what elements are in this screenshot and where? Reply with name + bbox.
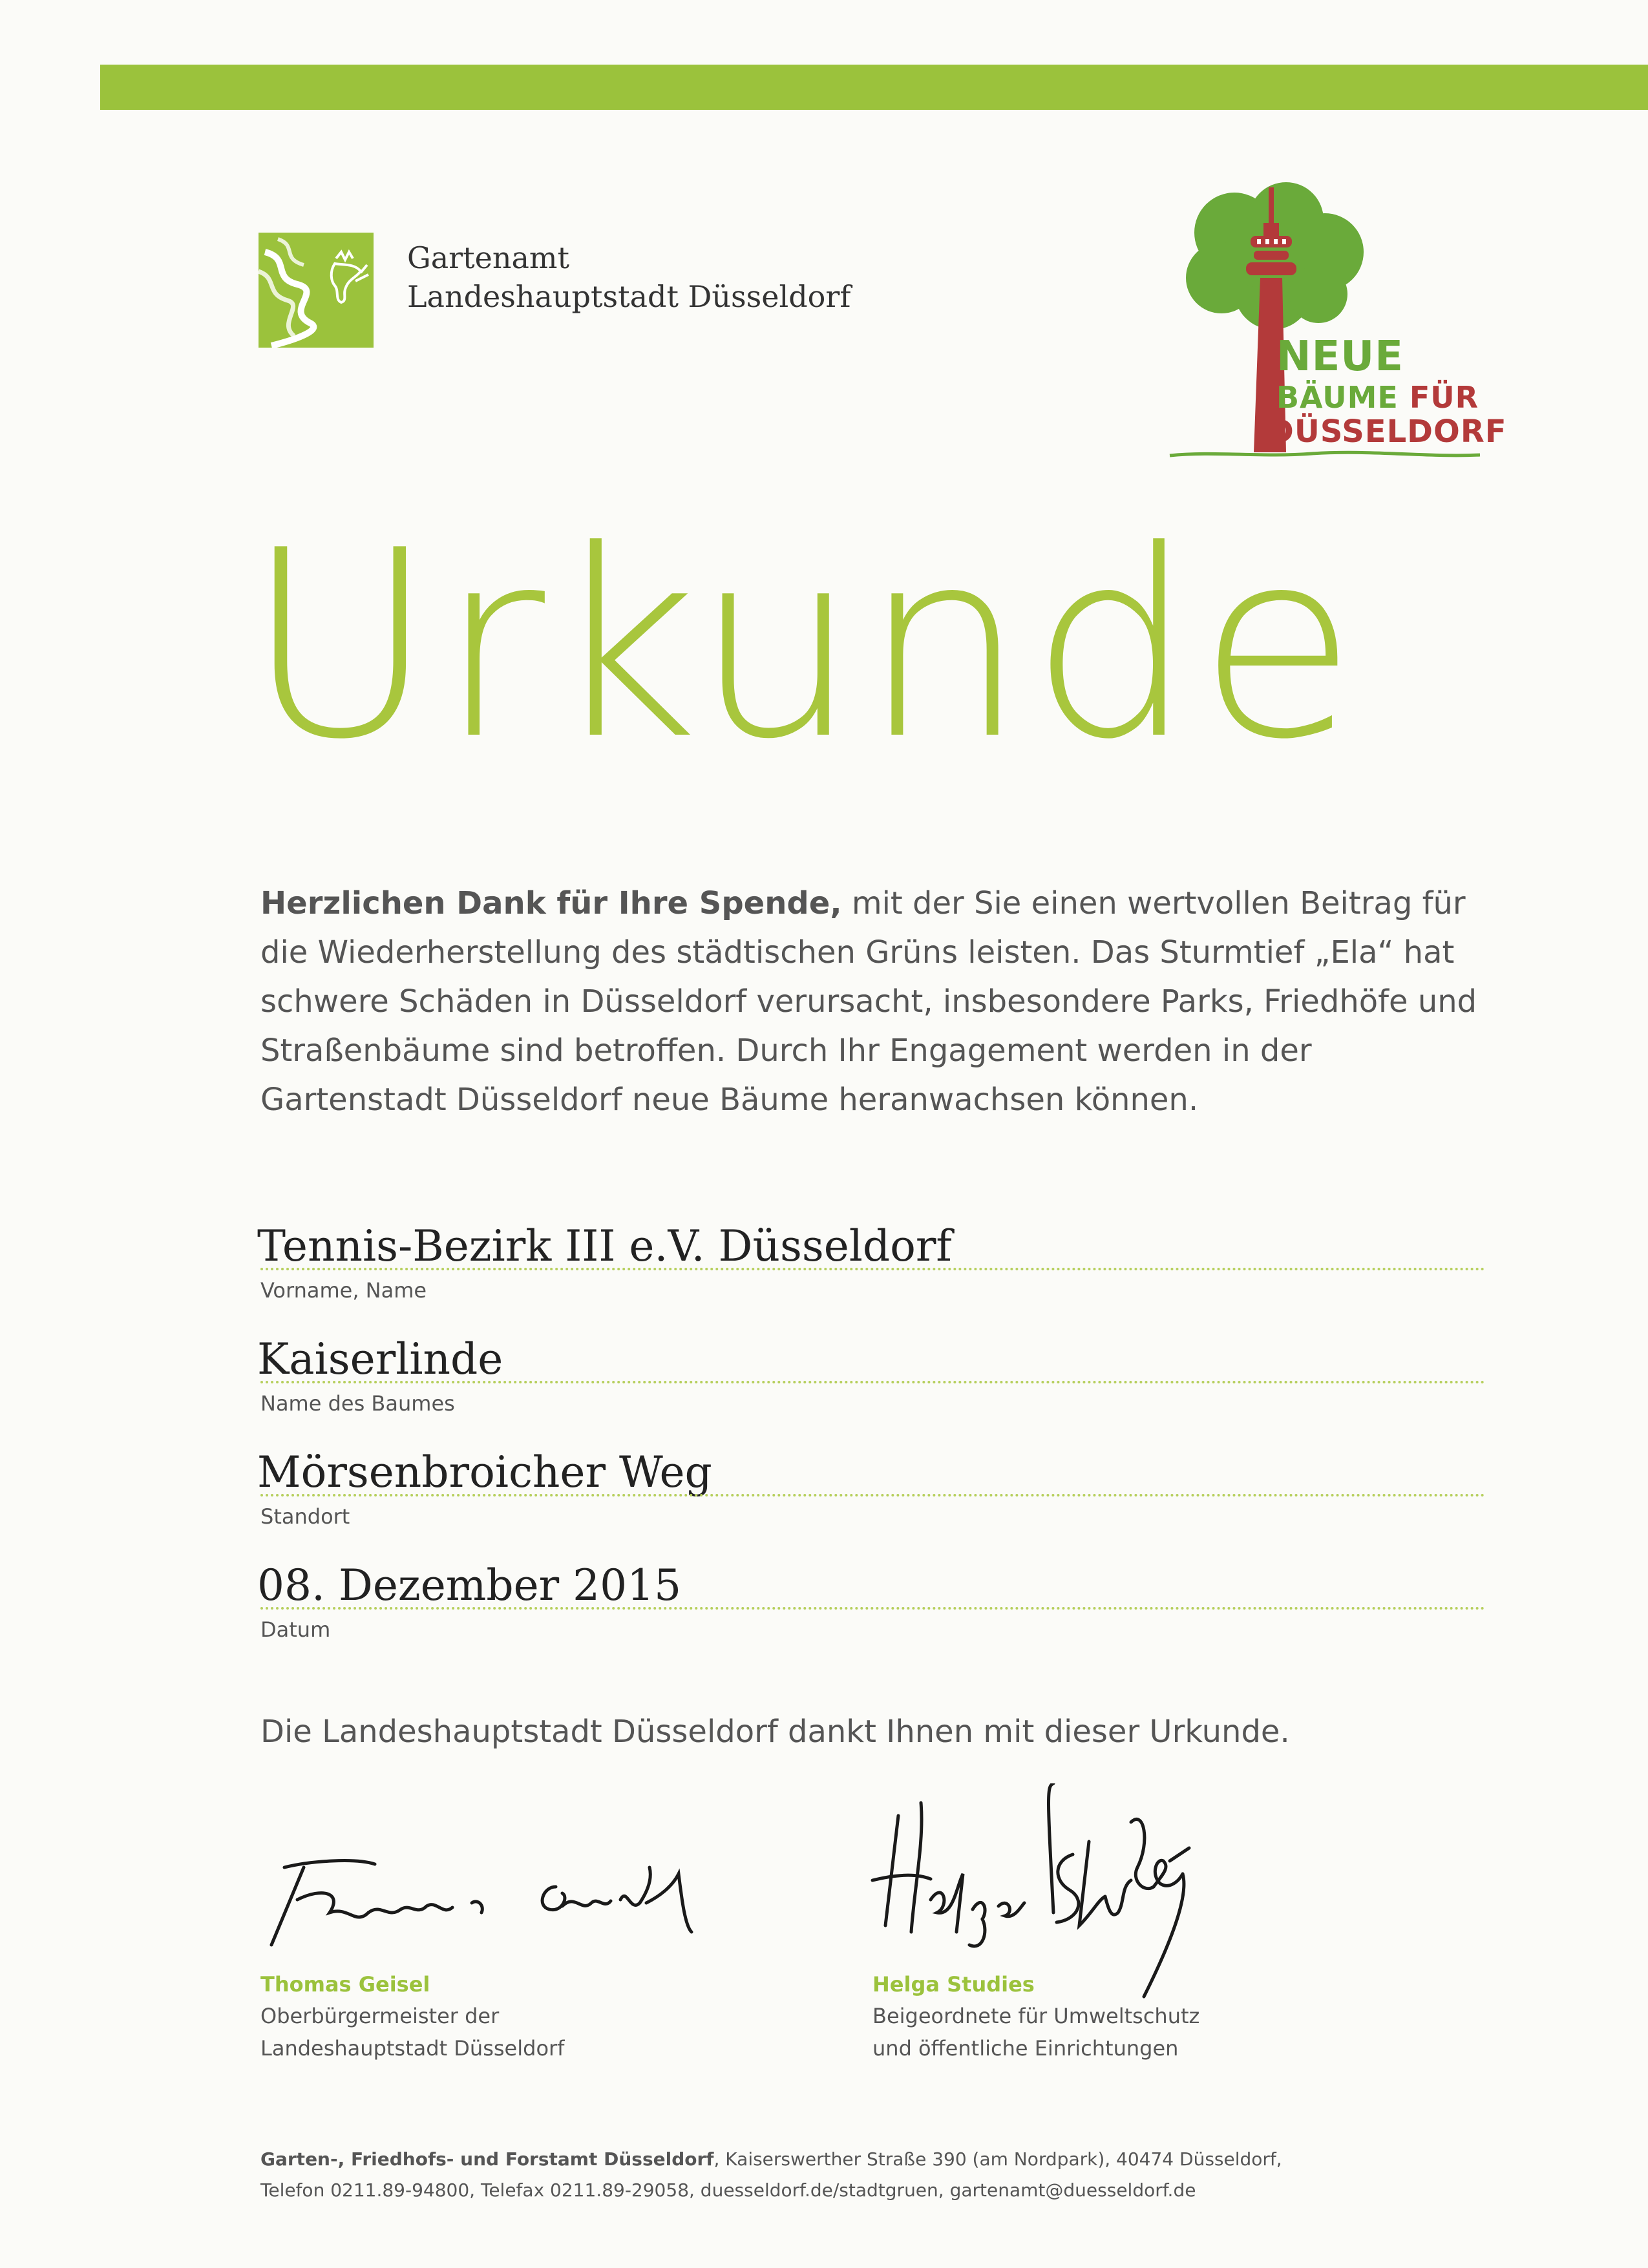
signer2-name: Helga Studies: [872, 1972, 1035, 1997]
footer-line1: [260, 2144, 1282, 2175]
signer2-role-line2: und öffentliche Einrichtungen: [872, 2036, 1179, 2061]
footer-line2: Telefon 0211.89-94800, Telefax 0211.89-29058, duesseldorf.de/stadtgruen, gartenamt@duesseldorf.de: [260, 2179, 1196, 2201]
closing-thanks: Die Landeshauptstadt Düsseldorf dankt Ihnen mit dieser Urkunde.: [260, 1714, 1290, 1750]
location-line: [260, 1494, 1485, 1496]
signer1-role-line1: Oberbürgermeister der: [260, 2004, 500, 2028]
campaign-logo-line2: [1276, 380, 1479, 415]
date-line: [260, 1607, 1485, 1610]
signature-geisel-icon: [259, 1842, 763, 1971]
duesseldorf-coat-of-arms-icon: [259, 233, 374, 348]
location-label: Standort: [260, 1504, 350, 1529]
tree-name-line: [260, 1381, 1485, 1383]
campaign-logo-word-fuer: FÜR: [1409, 380, 1479, 415]
org-name-line1: Gartenamt: [407, 240, 570, 275]
donor-name-line: [260, 1268, 1485, 1270]
signer1-role-line2: Landeshauptstadt Düsseldorf: [260, 2036, 565, 2061]
footer-address: [260, 2144, 1282, 2206]
campaign-logo-word-baeume: BÄUME: [1276, 380, 1399, 415]
date-value: 08. Dezember 2015: [257, 1560, 682, 1610]
campaign-logo-word-neue: NEUE: [1276, 333, 1404, 381]
donor-name-label: Vorname, Name: [260, 1278, 427, 1303]
intro-body: mit der Sie einen wertvollen Beitrag für die Wiederherstellung des städtischen Grüns leisten. Das Sturmtief „Ela“ hat schwere Schäden in Düsseldorf verursacht, insbesondere Parks, Friedhöfe und Straßenbäume sind betroffen. Durch Ihr Engagement werden in der Gartenstadt Düsseldorf neue Bäume heranwachsen können.: [260, 885, 1477, 1118]
footer-org: Garten-, Friedhofs- und Forstamt Düsseldorf: [260, 2148, 714, 2170]
campaign-logo-word-duesseldorf: DÜSSELDORF: [1268, 414, 1507, 450]
top-accent-bar: [100, 65, 1648, 110]
signer2-role-line1: Beigeordnete für Umweltschutz: [872, 2004, 1200, 2028]
intro-paragraph: [260, 879, 1501, 1124]
signer1-name: Thomas Geisel: [260, 1972, 430, 1997]
org-name-line2: Landeshauptstadt Düsseldorf: [407, 279, 851, 314]
location-value: Mörsenbroicher Weg: [257, 1447, 712, 1497]
tree-name-label: Name des Baumes: [260, 1391, 455, 1416]
intro-lead: Herzlichen Dank für Ihre Spende,: [260, 885, 842, 921]
signature-studies-icon: [860, 1783, 1260, 2003]
donor-name-value: Tennis-Bezirk III e.V. Düsseldorf: [257, 1221, 952, 1271]
tree-name-value: Kaiserlinde: [257, 1334, 503, 1384]
date-label: Datum: [260, 1617, 331, 1642]
document-title: Urkunde: [246, 496, 1361, 796]
footer-address-text: , Kaiserswerther Straße 390 (am Nordpark), 40474 Düsseldorf,: [713, 2148, 1282, 2170]
